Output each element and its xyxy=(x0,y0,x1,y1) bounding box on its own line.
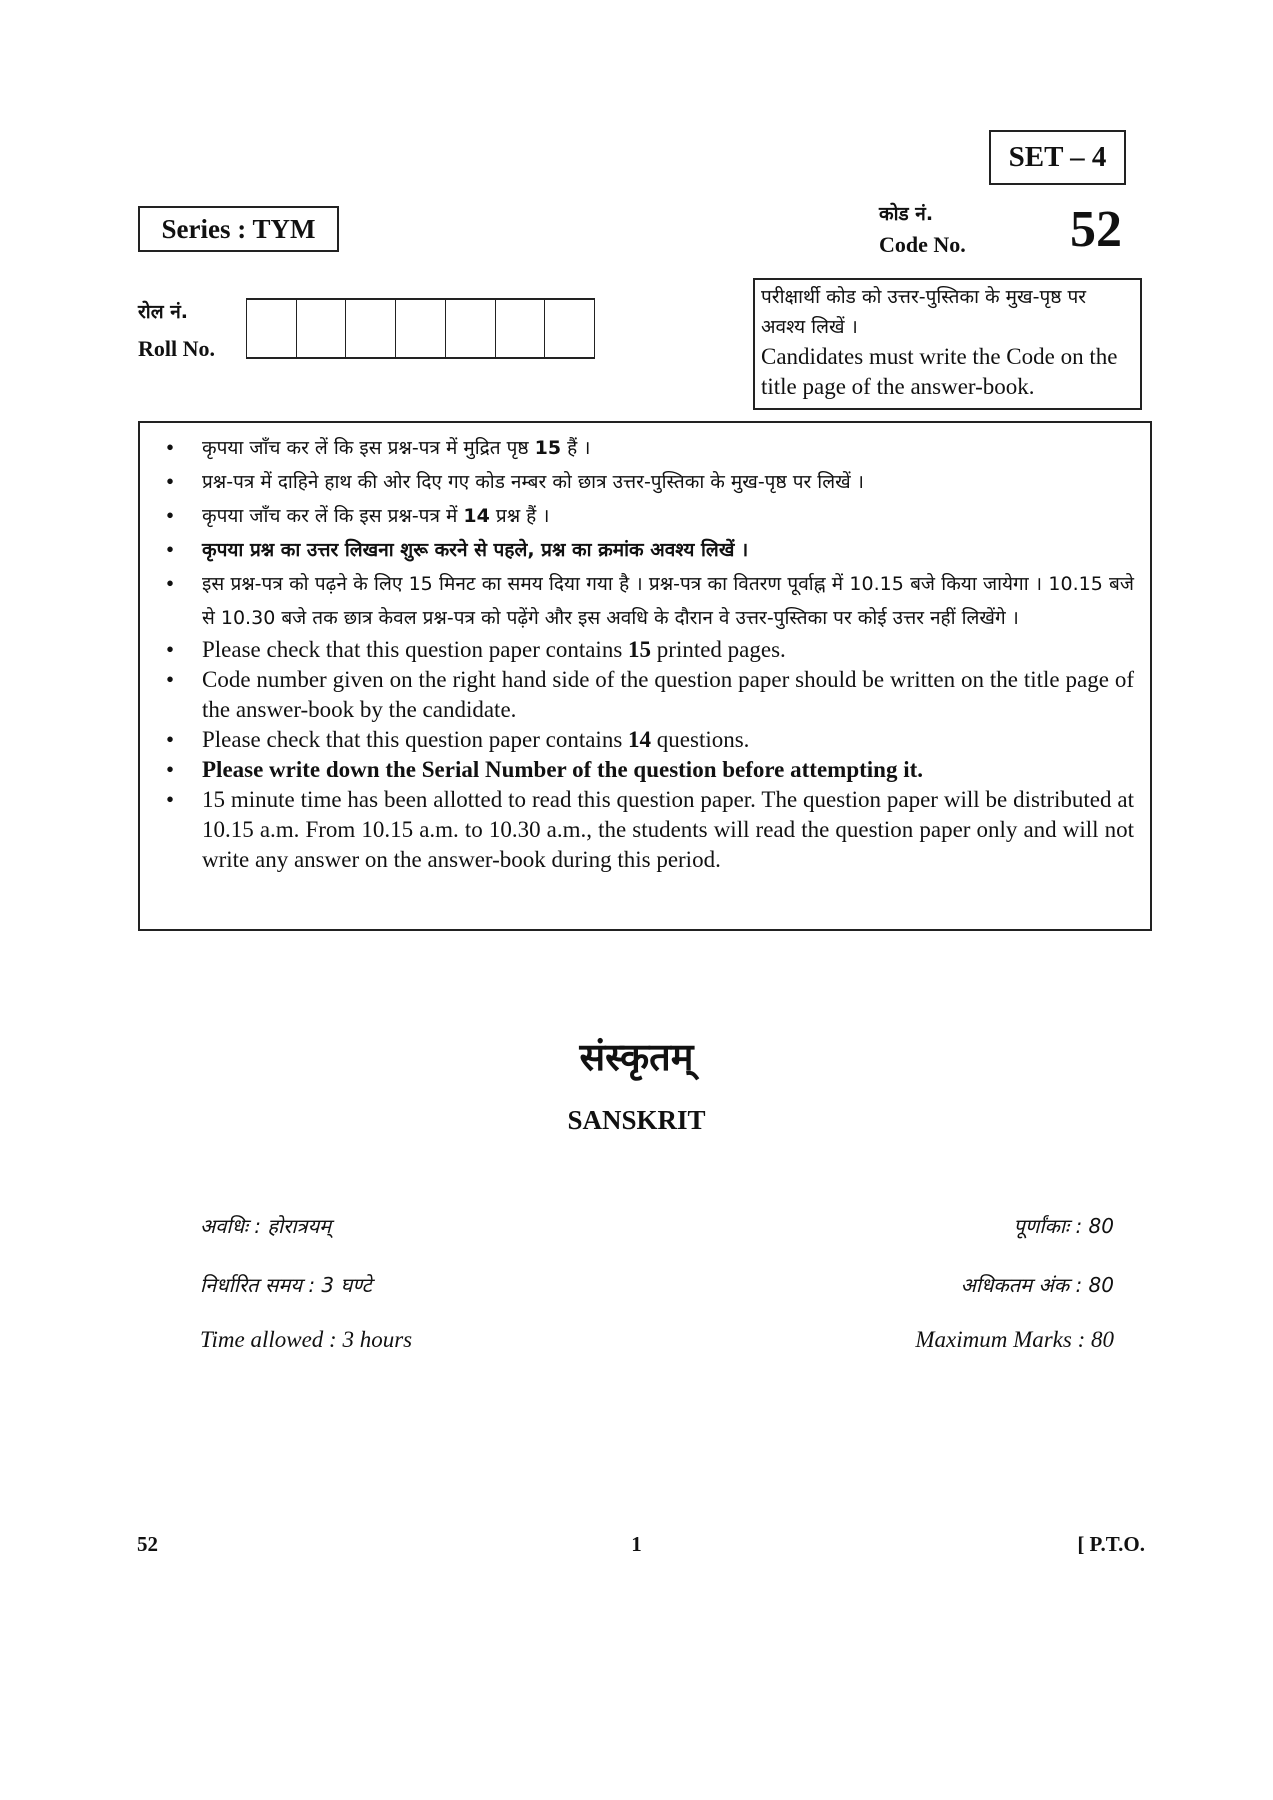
bullet-icon: • xyxy=(166,571,175,596)
roll-digit-cell[interactable] xyxy=(545,300,595,357)
instructions-box xyxy=(138,421,1152,931)
code-note-english: Candidates must write the Code on the title page of the answer-book. xyxy=(761,344,1118,399)
marks-sanskrit: पूर्णांकाः : 80 xyxy=(1013,1214,1114,1238)
set-number-box: SET – 4 xyxy=(989,130,1126,185)
instruction-item xyxy=(166,465,1134,499)
code-note-hindi: परीक्षार्थी कोड को उत्तर-पुस्तिका के मुख-पृष्ठ पर अवश्य लिखें । xyxy=(761,286,1087,338)
subject-title-sanskrit: संस्कृतम् xyxy=(579,1035,694,1079)
bullet-icon: • xyxy=(166,469,175,494)
instruction-item xyxy=(166,431,1134,465)
instruction-text-part: 15 minute time has been allotted to read this question paper. The question paper will be distributed at 10.15 a.m. From 10.15 a.m. to 10.30 a.m., the students will read the question paper only and will not write any answer on the answer-book during this period. xyxy=(202,787,1134,872)
instruction-text xyxy=(202,499,1134,533)
bullet-icon: • xyxy=(166,757,175,782)
instruction-text xyxy=(202,665,1134,725)
instruction-text xyxy=(202,755,1134,785)
instruction-item xyxy=(166,499,1134,533)
code-number: 52 xyxy=(1070,201,1122,258)
instruction-item xyxy=(166,725,1134,755)
instruction-text xyxy=(202,567,1134,635)
instruction-item xyxy=(166,665,1134,725)
code-label-hindi: कोड नं. xyxy=(879,203,934,225)
maximum-marks: Maximum Marks : 80 xyxy=(915,1327,1114,1352)
instruction-text-part: कृपया जाँच कर लें कि इस प्रश्न-पत्र में xyxy=(202,505,464,527)
instruction-item xyxy=(166,755,1134,785)
instruction-text-part: questions. xyxy=(651,727,750,752)
footer-code: 52 xyxy=(137,1532,158,1556)
bullet-icon: • xyxy=(166,503,175,528)
bullet-icon: • xyxy=(166,637,175,662)
roll-digit-cell[interactable] xyxy=(446,300,496,357)
instruction-item xyxy=(166,533,1134,567)
instruction-text-part: Please check that this question paper contains xyxy=(202,727,629,752)
roll-digit-cell[interactable] xyxy=(496,300,546,357)
bullet-icon: • xyxy=(166,667,175,692)
instruction-text-part: हैं । xyxy=(561,437,591,459)
duration-hindi: निर्धारित समय : 3 घण्टे xyxy=(200,1273,372,1297)
instruction-text-bold: कृपया प्रश्न का उत्तर लिखना शुरू करने से पहले, प्रश्न का क्रमांक अवश्य लिखें । xyxy=(202,539,749,561)
bullet-icon: • xyxy=(166,435,175,460)
bullet-icon: • xyxy=(166,537,175,562)
roll-digit-cell[interactable] xyxy=(247,300,297,357)
instruction-text-part: printed pages. xyxy=(651,637,786,662)
page-number: 1 xyxy=(631,1532,642,1556)
instruction-text-part: Code number given on the right hand side of the question paper should be written on the title page of the answer-book by the candidate. xyxy=(202,667,1134,722)
roll-digit-cell[interactable] xyxy=(297,300,347,357)
subject-title: SANSKRIT xyxy=(567,1105,706,1135)
instruction-text-part: इस प्रश्न-पत्र को पढ़ने के लिए 15 मिनट का समय दिया गया है । प्रश्न-पत्र का वितरण पूर्वाह्न में 10.15 बजे किया जायेगा । 10.15 बजे से 10.30 बजे तक छात्र केवल प्रश्न-पत्र को पढ़ेंगे और इस अवधि के दौरान वे उत्तर-पुस्तिका पर कोई उत्तर नहीं लिखेंगे । xyxy=(202,573,1134,629)
instruction-text-part: कृपया जाँच कर लें कि इस प्रश्न-पत्र में मुद्रित पृष्ठ xyxy=(202,437,535,459)
roll-number-grid[interactable] xyxy=(246,298,595,359)
instruction-text xyxy=(202,465,1134,499)
please-turn-over: [ P.T.O. xyxy=(1077,1532,1145,1556)
instruction-text-bold: 15 xyxy=(628,637,652,662)
instruction-text xyxy=(202,431,1134,465)
code-label: Code No. xyxy=(879,232,966,257)
instruction-text-part: प्रश्न-पत्र में दाहिने हाथ की ओर दिए गए कोड नम्बर को छात्र उत्तर-पुस्तिका के मुख-पृष्ठ पर लिखें । xyxy=(202,471,864,493)
roll-digit-cell[interactable] xyxy=(396,300,446,357)
instruction-item xyxy=(166,635,1134,665)
bullet-icon: • xyxy=(166,787,175,812)
instruction-item xyxy=(166,785,1134,875)
bullet-icon: • xyxy=(166,727,175,752)
instruction-text-bold: Please write down the Serial Number of the question before attempting it. xyxy=(202,757,924,782)
roll-label-hindi: रोल नं. xyxy=(138,301,188,323)
time-allowed: Time allowed : 3 hours xyxy=(200,1327,413,1352)
instruction-text-bold: 15 xyxy=(534,437,562,459)
roll-label: Roll No. xyxy=(138,336,215,361)
instruction-text-bold: 14 xyxy=(628,727,652,752)
instruction-text-part: Please check that this question paper contains xyxy=(202,637,629,662)
instruction-text xyxy=(202,785,1134,875)
roll-digit-cell[interactable] xyxy=(346,300,396,357)
series-box: Series : TYM xyxy=(138,206,339,252)
instruction-item xyxy=(166,567,1134,635)
instruction-text-part: प्रश्न हैं । xyxy=(489,505,550,527)
instruction-text-bold: 14 xyxy=(463,505,490,527)
code-note-box xyxy=(753,278,1142,410)
instruction-text xyxy=(202,725,1134,755)
instruction-text xyxy=(202,635,1134,665)
instruction-text xyxy=(202,533,1134,567)
marks-hindi: अधिकतम अंक : 80 xyxy=(960,1273,1114,1297)
duration-sanskrit: अवधिः : होरात्रयम् xyxy=(200,1214,332,1238)
